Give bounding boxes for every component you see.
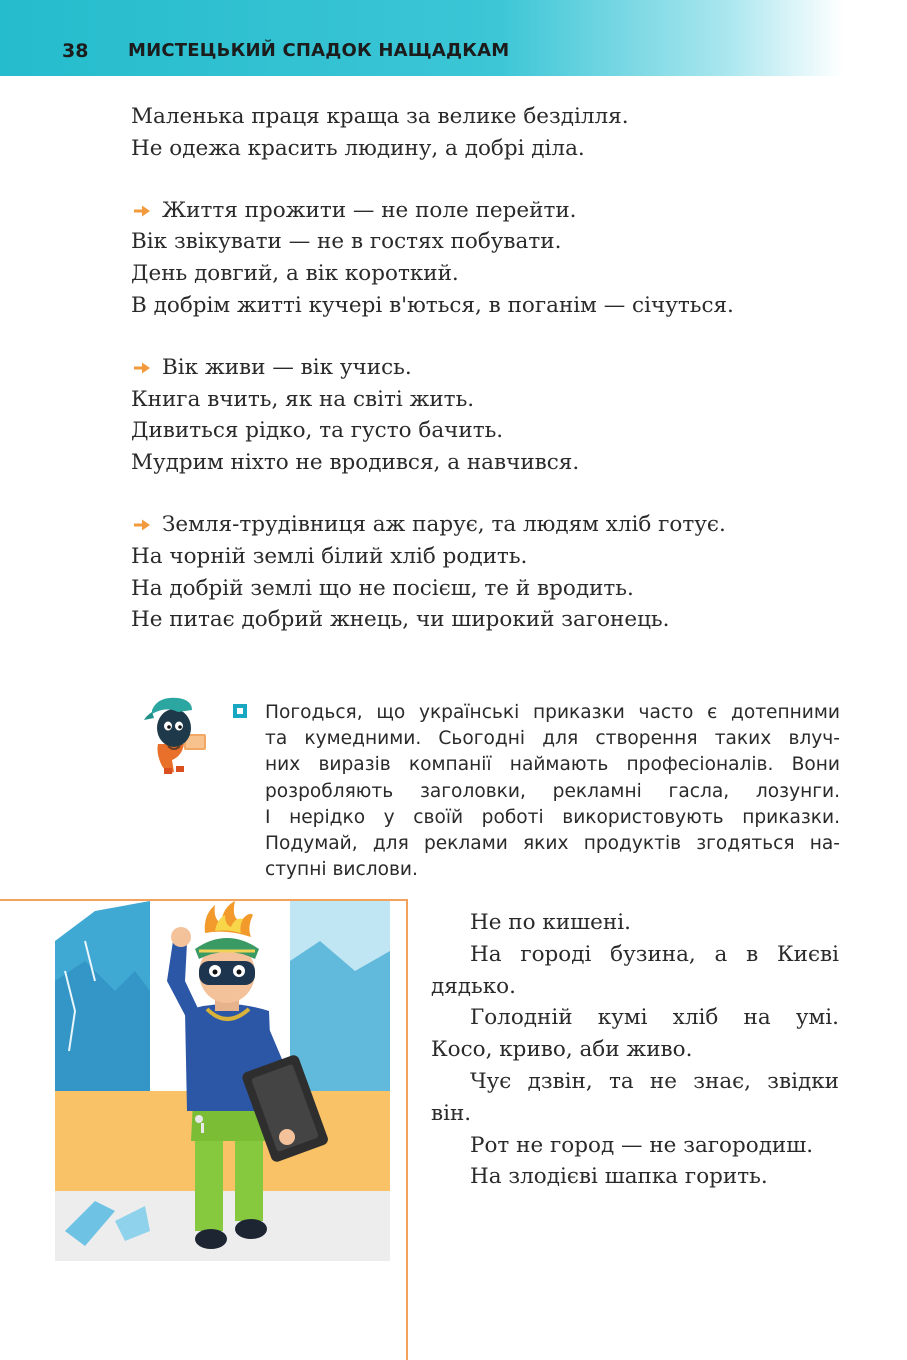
stanza-4 [131,509,851,636]
task-line: І нерідко у своїй роботі використовують приказки. [265,806,840,828]
proverb-line: Життя прожити — не поле перейти. [162,197,577,223]
proverb-line: Мудрим ніхто не вродився, а навчився. [131,450,580,476]
stanza-1 [131,101,851,165]
proverb-line: Маленька праця краща за велике безділля. [131,104,629,129]
proverb-line: Не одежа красить людину, а добрі діла. [131,135,585,161]
task-line: ступні вислови. [265,859,418,881]
saying-line: Рот не город — не загородиш. [470,1132,814,1158]
stanza-2 [131,195,851,322]
proverb-line: Не питає добрий жнець, чи широкий загонець. [131,607,670,633]
saying-line: Голодній кумі хліб на умі. [470,1005,839,1031]
proverb-line: Дивиться рідко, та густо бачить. [131,418,504,444]
arrow-right-icon [133,361,151,375]
header-bar [0,0,907,76]
proverbs-section [131,101,851,666]
saying-line: він. [431,1100,472,1126]
saying-line: Чує дзвін, та не знає, звідки [470,1068,839,1094]
saying-line: На городі бузина, а в Києві [470,941,839,967]
proverb-line: Земля-трудівниця аж парує, та людям хліб готує. [162,511,726,537]
task-instructions [265,700,840,883]
proverb-line: Книга вчить, як на світі жить. [131,386,475,412]
running-title: МИСТЕЦЬКИЙ СПАДОК НАЩАДКАМ [128,40,510,61]
sayings-list [431,907,839,1193]
masked-boy-illustration [55,901,390,1261]
proverb-line: День довгий, а вік короткий. [131,261,459,287]
arrow-right-icon [133,518,151,532]
page-number: 38 [62,40,89,62]
proverb-line: Вік живи — вік учись. [162,354,412,380]
saying-line: дядько. [431,973,516,999]
arrow-right-icon [133,204,151,218]
proverb-line: На чорній землі білий хліб родить. [131,543,528,569]
task-line: розробляють заголовки, рекламні гасла, лозунги. [265,780,840,802]
mascot-character-icon [138,694,214,776]
proverb-line: Вік звікувати — не в гостях побувати. [131,229,562,255]
proverb-line: В добрім житті кучері в'ються, в поганім — січуться. [131,292,734,318]
square-marker-icon [233,704,247,718]
saying-line: Не по кишені. [470,910,631,935]
saying-line: На злодієві шапка горить. [470,1164,768,1190]
task-line: Погодься, що українські приказки часто є дотепними [265,702,840,723]
proverb-line: На добрій землі що не посієш, те й вродить. [131,575,634,601]
task-line: них виразів компанії наймають професіоналів. Вони [265,754,840,776]
saying-line: Косо, криво, аби живо. [431,1037,693,1063]
stanza-3 [131,352,851,479]
task-line: та кумедними. Сьогодні для створення таких влуч- [265,728,840,750]
task-line: Подумай, для реклами яких продуктів згодяться на- [265,833,840,855]
